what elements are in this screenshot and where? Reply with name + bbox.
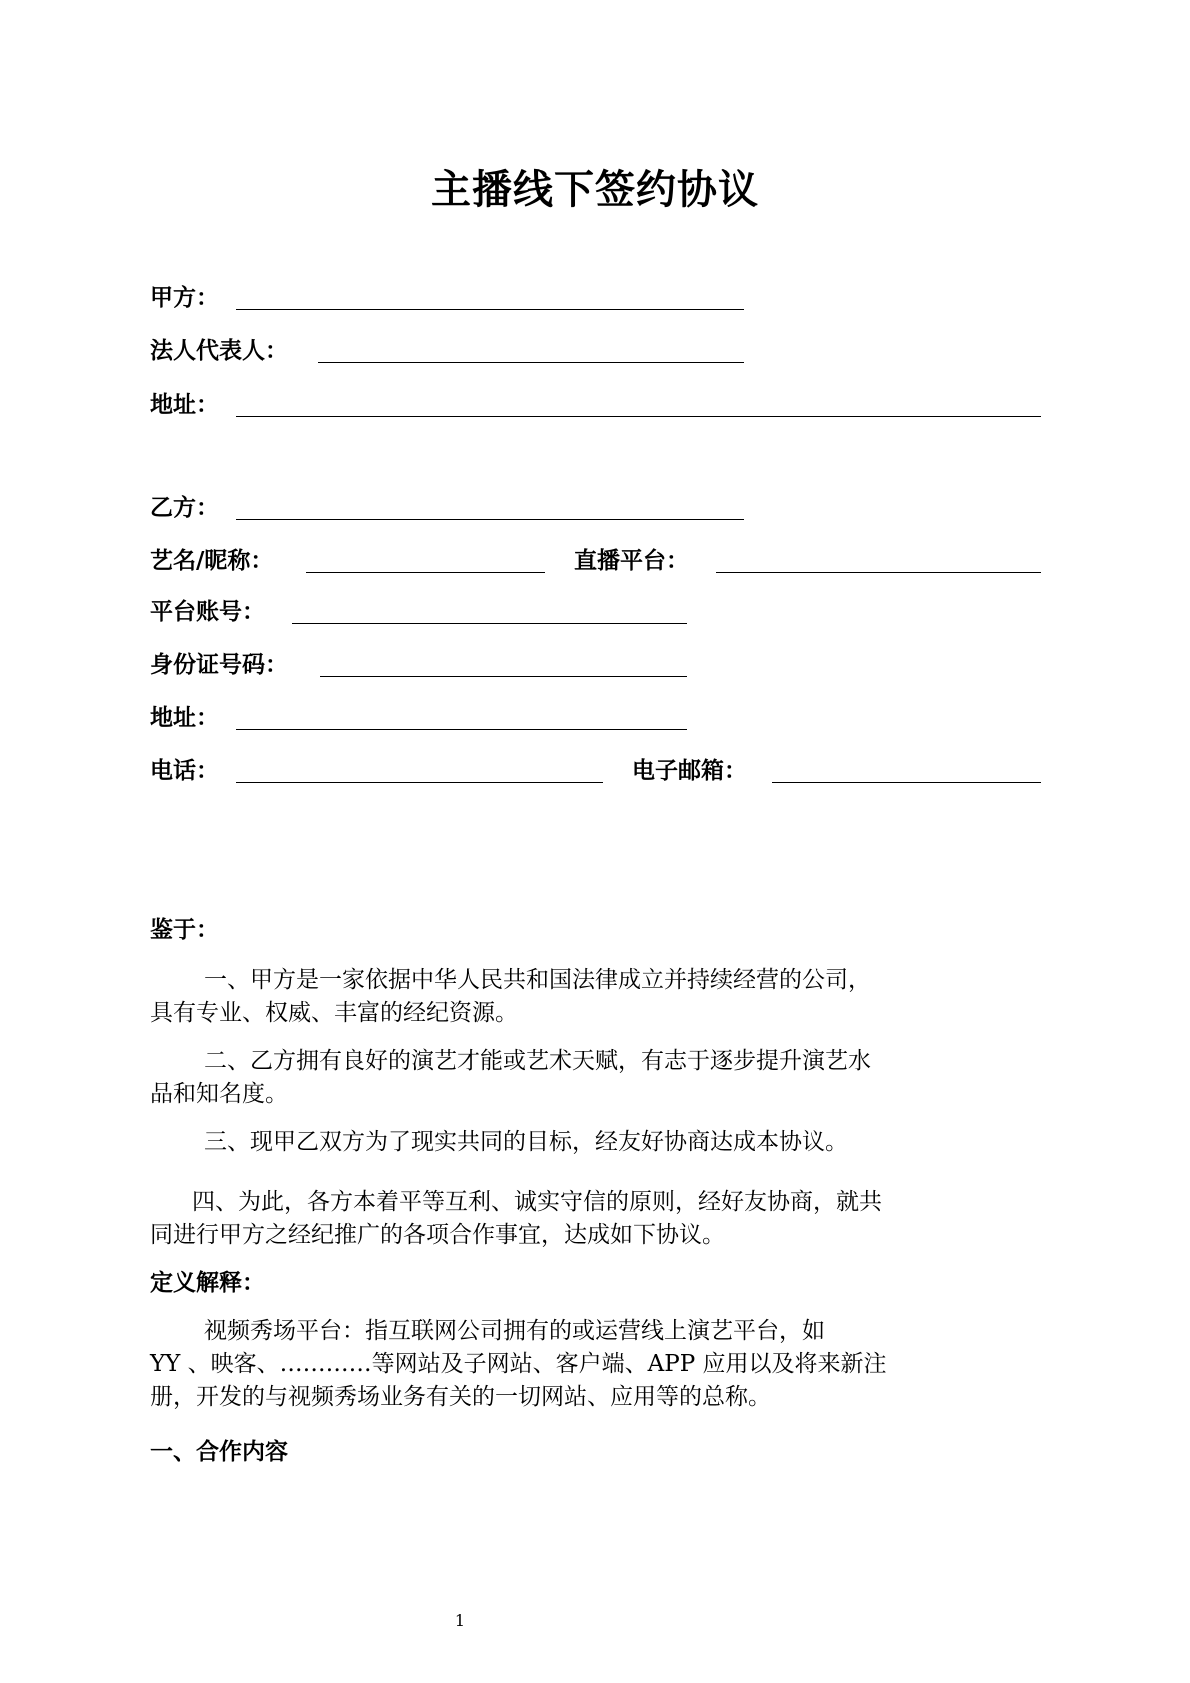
stage-name-label: 艺名/昵称： bbox=[150, 548, 274, 574]
whereas-p1-line2: 具有专业、权威、丰富的经纪资源。 bbox=[150, 1000, 518, 1026]
account-label: 平台账号： bbox=[150, 599, 265, 625]
definitions-line1: 视频秀场平台：指互联网公司拥有的或运营线上演艺平台，如 bbox=[204, 1318, 825, 1344]
definitions-heading: 定义解释： bbox=[150, 1270, 265, 1296]
party-b-address-label: 地址： bbox=[150, 705, 219, 731]
section-1-heading: 一、合作内容 bbox=[150, 1439, 288, 1465]
document-title: 主播线下签约协议 bbox=[431, 167, 759, 213]
party-b-address-blank-line bbox=[236, 729, 687, 730]
party-a-address-label: 地址： bbox=[150, 392, 219, 418]
whereas-heading: 鉴于： bbox=[150, 917, 219, 943]
definitions-line2: YY 、映客、…………等网站及子网站、客户端、APP 应用以及将来新注 bbox=[150, 1351, 887, 1377]
email-blank-line bbox=[772, 782, 1041, 783]
page-number: 1 bbox=[454, 1611, 466, 1630]
legal-rep-label: 法人代表人： bbox=[150, 338, 288, 364]
party-a-blank-line bbox=[236, 309, 744, 310]
whereas-paragraph-4 bbox=[150, 1186, 1030, 1252]
whereas-paragraph-2 bbox=[150, 1045, 1030, 1111]
whereas-p4-line2: 同进行甲方之经纪推广的各项合作事宜，达成如下协议。 bbox=[150, 1222, 725, 1248]
party-b-blank-line bbox=[236, 519, 744, 520]
whereas-p2-line2: 品和知名度。 bbox=[150, 1081, 288, 1107]
definitions-line3: 册，开发的与视频秀场业务有关的一切网站、应用等的总称。 bbox=[150, 1384, 771, 1410]
email-label: 电子邮箱： bbox=[632, 758, 747, 784]
whereas-p1-line1: 一、甲方是一家依据中华人民共和国法律成立并持续经营的公司， bbox=[204, 967, 871, 993]
legal-rep-blank-line bbox=[318, 362, 744, 363]
id-number-label: 身份证号码： bbox=[150, 652, 288, 678]
platform-label: 直播平台： bbox=[574, 548, 689, 574]
whereas-paragraph-3 bbox=[150, 1126, 1030, 1159]
phone-label: 电话： bbox=[150, 758, 219, 784]
whereas-p2-line1: 二、乙方拥有良好的演艺才能或艺术天赋，有志于逐步提升演艺水 bbox=[204, 1048, 871, 1074]
whereas-paragraph-1 bbox=[150, 964, 1030, 1030]
whereas-p3-line1: 三、现甲乙双方为了现实共同的目标，经友好协商达成本协议。 bbox=[204, 1129, 848, 1155]
party-a-address-blank-line bbox=[236, 416, 1041, 417]
party-a-label: 甲方： bbox=[150, 285, 219, 311]
stage-name-blank-line bbox=[306, 572, 545, 573]
definitions-paragraph bbox=[150, 1315, 1030, 1414]
party-b-label: 乙方： bbox=[150, 495, 219, 521]
phone-blank-line bbox=[236, 782, 603, 783]
whereas-p4-line1: 四、为此，各方本着平等互利、诚实守信的原则，经好友协商，就共 bbox=[192, 1189, 882, 1215]
id-number-blank-line bbox=[320, 676, 687, 677]
platform-blank-line bbox=[716, 572, 1041, 573]
account-blank-line bbox=[292, 623, 687, 624]
